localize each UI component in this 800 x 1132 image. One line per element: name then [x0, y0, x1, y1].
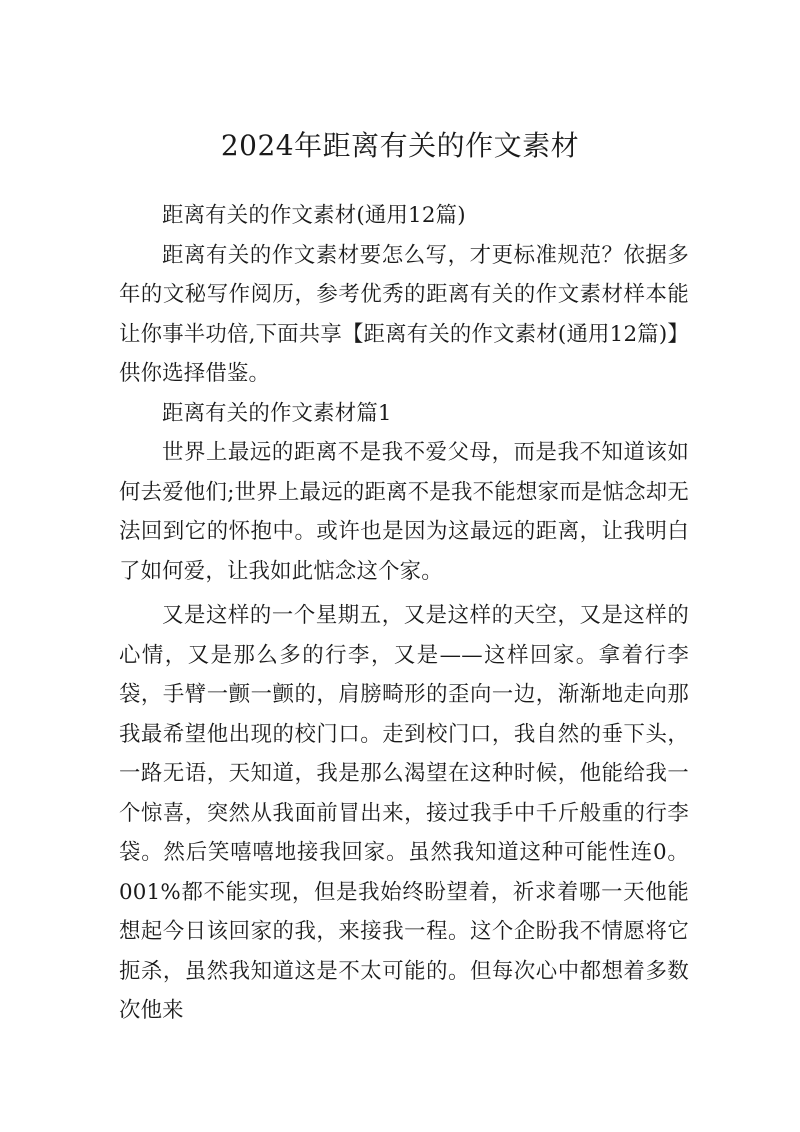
document-body: [119, 196, 689, 1031]
body-paragraph: 又是这样的一个星期五，又是这样的天空，又是这样的心情，又是那么多的行李，又是——这样回家。拿着行李袋，手臂一颤一颤的，肩膀畸形的歪向一边，渐渐地走向那我最希望他出现的校门口。走到校门口，我自然的垂下头，一路无语，天知道，我是那么渴望在这种时候，他能给我一个惊喜，突然从我面前冒出来，接过我手中千斤般重的行李袋。然后笑嘻嘻地接我回家。虽然我知道这种可能性连0。001%都不能实现，但是我始终盼望着，祈求着哪一天他能想起今日该回家的我，来接我一程。这个企盼我不情愿将它扼杀，虽然我知道这是不太可能的。但每次心中都想着多数次他来: [119, 603, 689, 1023]
body-paragraph: 世界上最远的距离不是我不爱父母，而是我不知道该如何去爱他们;世界上最远的距离不是我不能想家而是惦念却无法回到它的怀抱中。或许也是因为这最远的距离，让我明白了如何爱，让我如此惦念这个家。: [119, 440, 689, 584]
intro-paragraph: 距离有关的作文素材要怎么写，才更标准规范？依据多年的文秘写作阅历，参考优秀的距离有关的作文素材样本能让你事半功倍,下面共享【距离有关的作文素材(通用12篇)】供你选择借鉴。: [119, 242, 689, 386]
document-title: 2024年距离有关的作文素材: [220, 129, 580, 162]
section-heading: 距离有关的作文素材篇1: [162, 400, 392, 426]
subtitle-paragraph: 距离有关的作文素材(通用12篇): [162, 203, 466, 228]
